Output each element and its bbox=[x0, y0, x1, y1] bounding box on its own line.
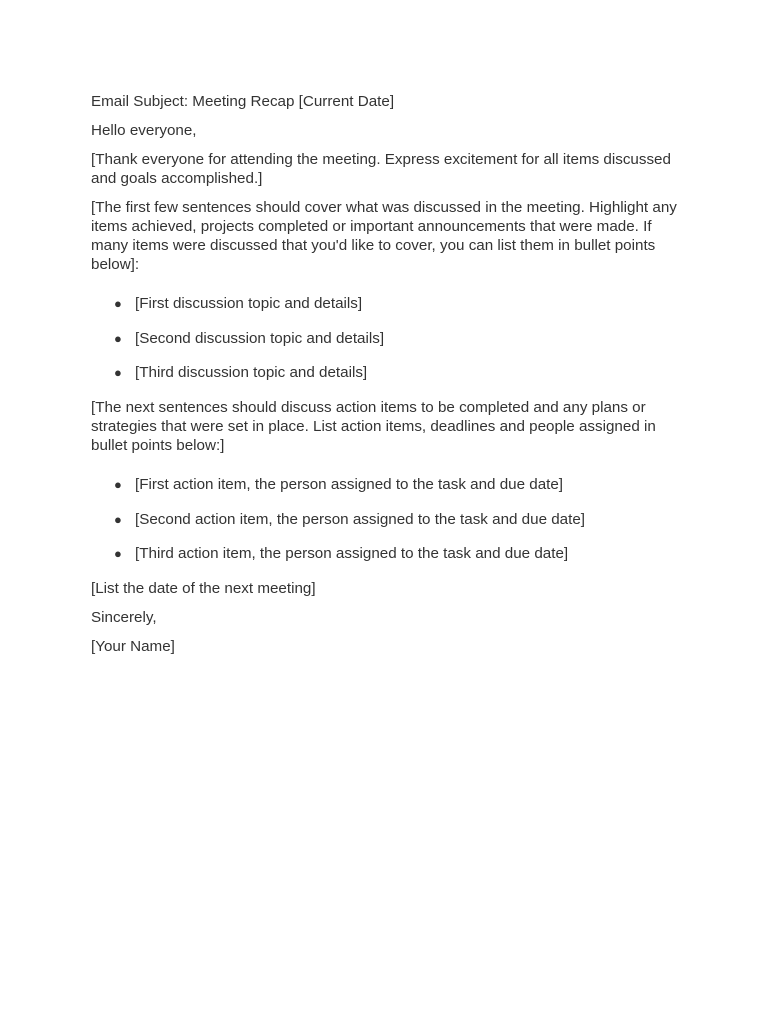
list-item bbox=[91, 329, 691, 348]
list-item bbox=[91, 544, 691, 563]
discussion-intro-paragraph: [The first few sentences should cover what was discussed in the meeting. Highlight any items achieved, projects completed or important announcements that were made. If many items were discussed that you'd like to cover, you can list them in bullet points below]: bbox=[91, 199, 677, 273]
discussion-item-text: [Third discussion topic and details] bbox=[135, 364, 368, 381]
email-body bbox=[91, 92, 691, 666]
discussion-list bbox=[91, 294, 691, 382]
bullet-icon: ● bbox=[114, 546, 122, 561]
action-items-list bbox=[91, 475, 691, 563]
thanks-paragraph: [Thank everyone for attending the meeting. Express excitement for all items discussed and goals accomplished.] bbox=[91, 151, 671, 187]
list-item bbox=[91, 475, 691, 494]
discussion-item-text: [First discussion topic and details] bbox=[135, 295, 363, 312]
bullet-icon: ● bbox=[114, 365, 122, 380]
closing-line: Sincerely, bbox=[91, 609, 157, 626]
action-intro-paragraph: [The next sentences should discuss action items to be completed and any plans or strategies that were set in place. List action items, deadlines and people assigned in bullet points below:] bbox=[91, 399, 656, 454]
list-item bbox=[91, 510, 691, 529]
signature-line: [Your Name] bbox=[91, 638, 175, 655]
action-item-text: [First action item, the person assigned to the task and due date] bbox=[135, 476, 564, 493]
list-item bbox=[91, 363, 691, 382]
action-item-text: [Second action item, the person assigned to the task and due date] bbox=[135, 510, 586, 528]
action-item-text: [Third action item, the person assigned to the task and due date] bbox=[135, 545, 569, 562]
greeting: Hello everyone, bbox=[91, 122, 197, 139]
email-subject: Email Subject: Meeting Recap [Current Date] bbox=[91, 93, 395, 110]
discussion-item-text: [Second discussion topic and details] bbox=[135, 329, 385, 347]
list-item bbox=[91, 294, 691, 313]
bullet-icon: ● bbox=[114, 511, 122, 527]
next-meeting-line: [List the date of the next meeting] bbox=[91, 580, 316, 597]
bullet-icon: ● bbox=[114, 330, 122, 346]
bullet-icon: ● bbox=[114, 477, 122, 492]
bullet-icon: ● bbox=[114, 296, 122, 311]
